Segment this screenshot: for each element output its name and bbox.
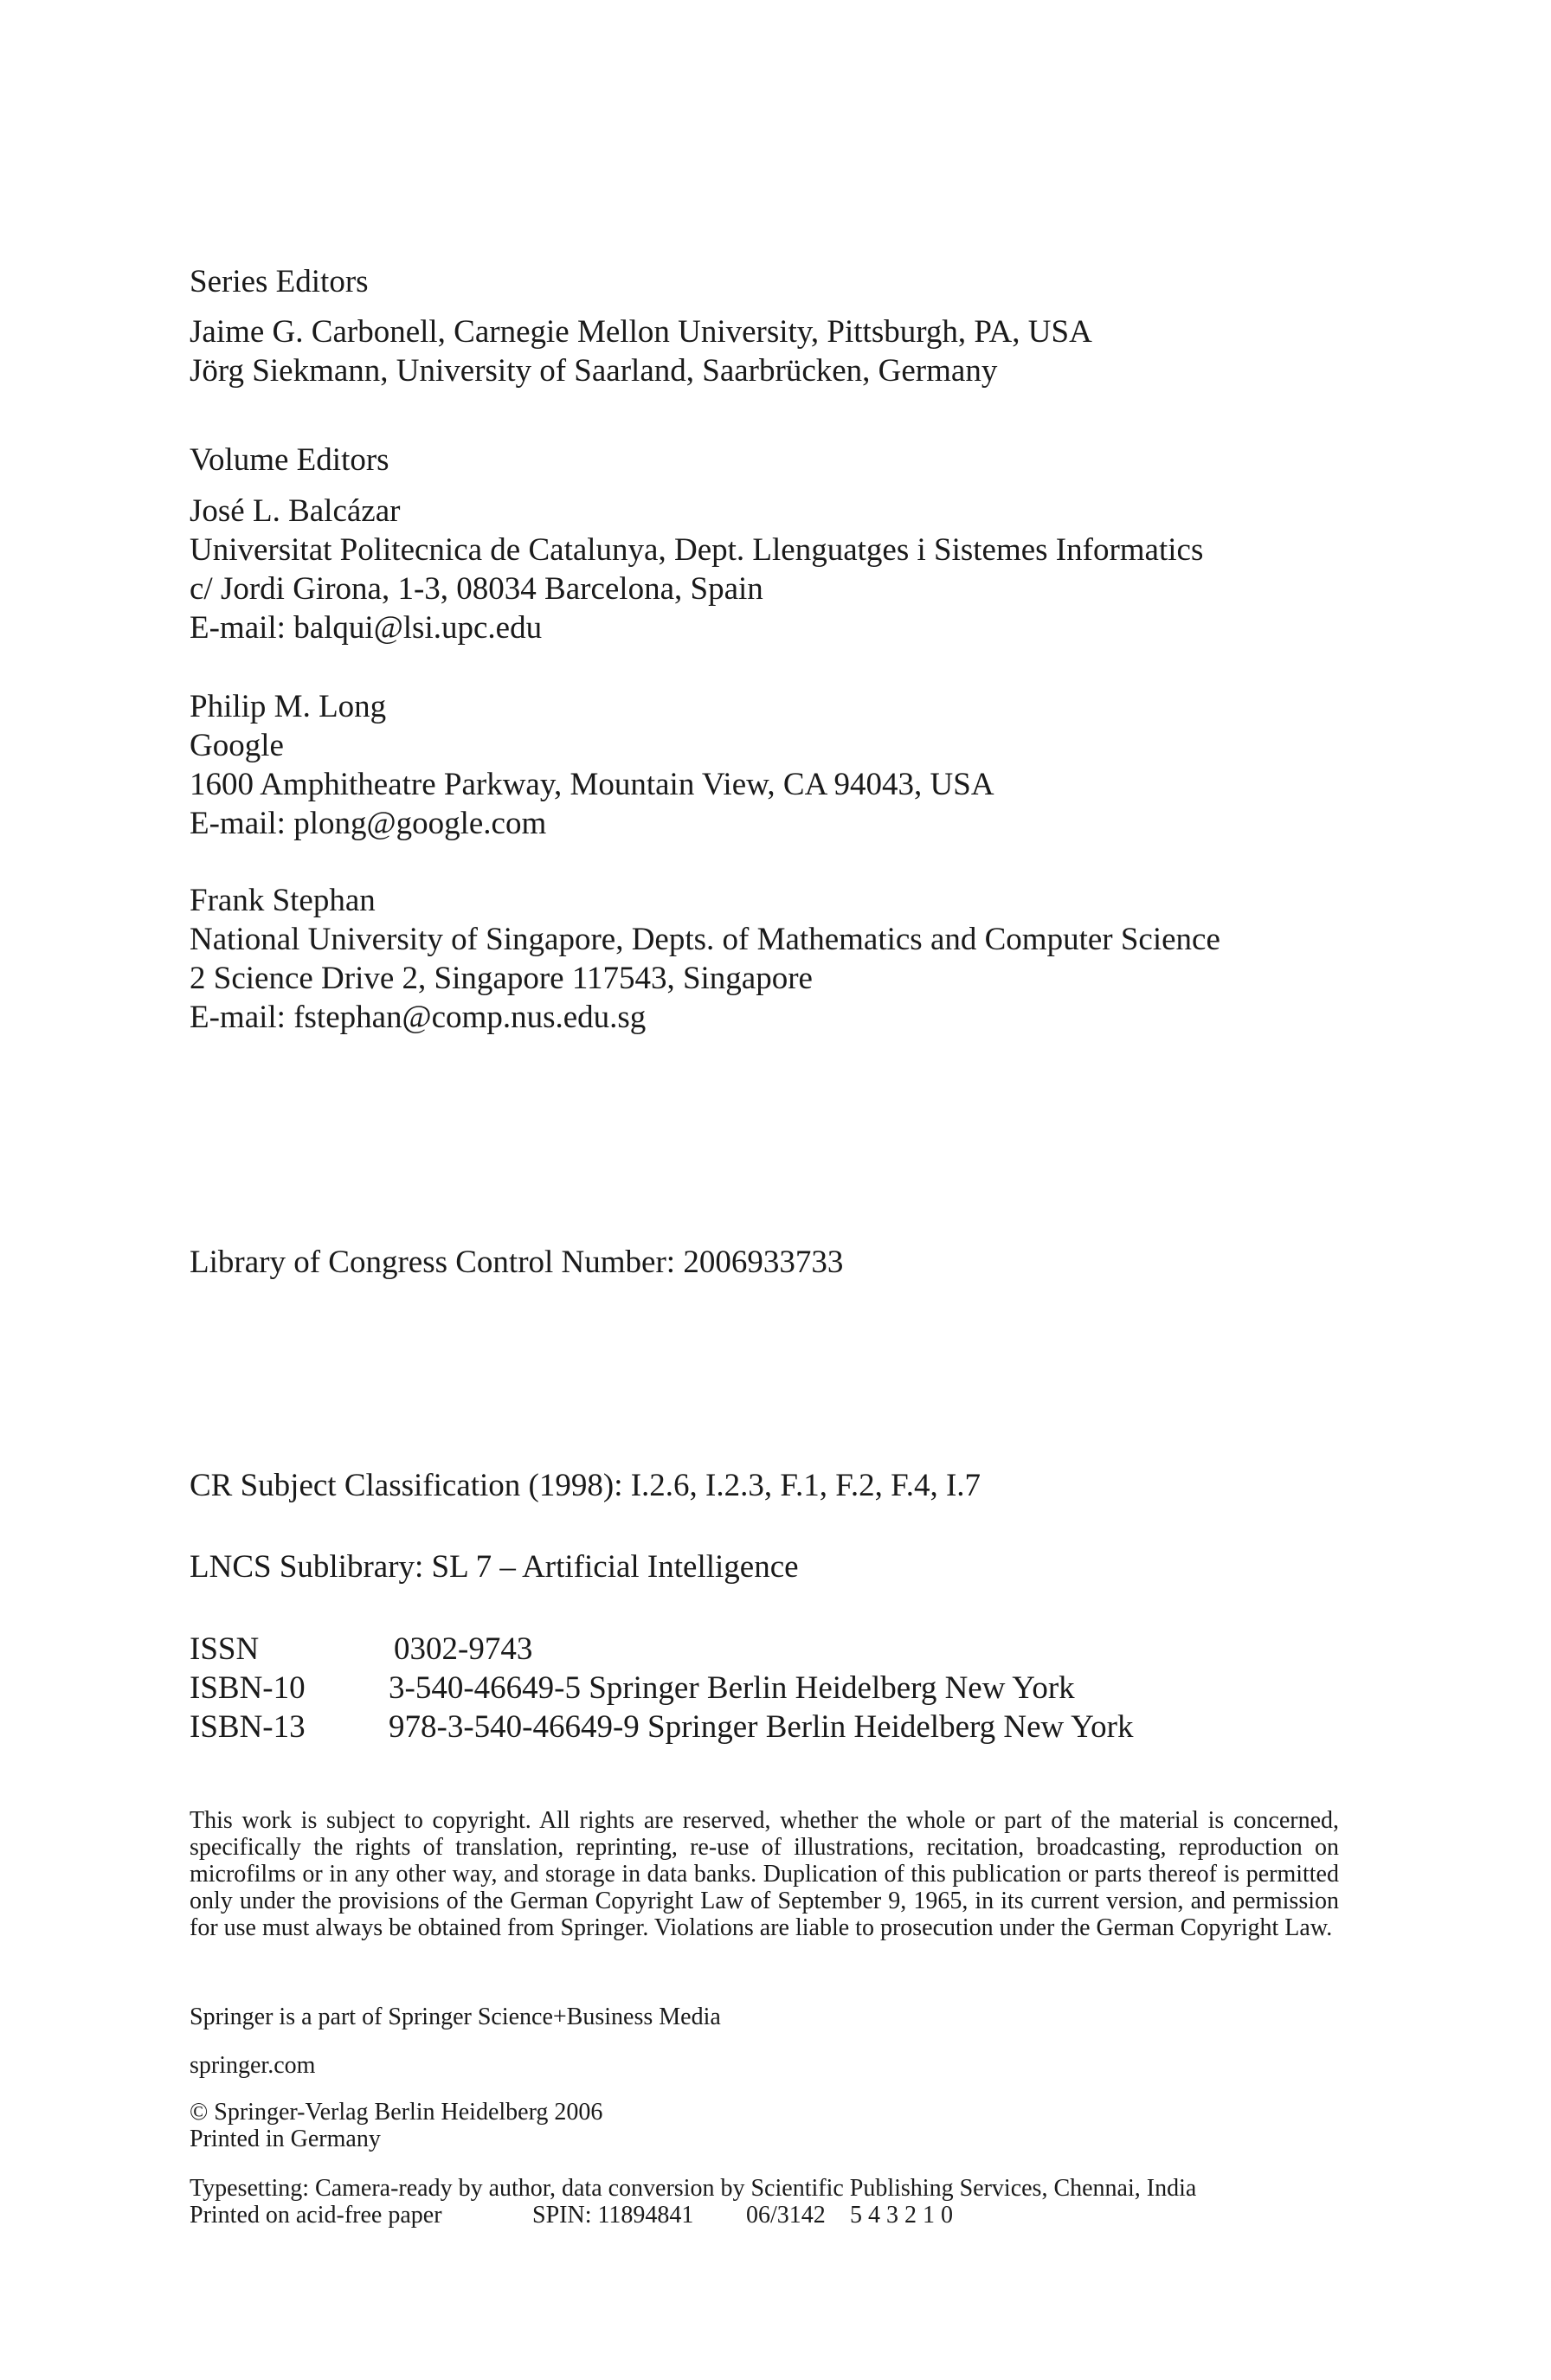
print-run: 5 4 3 2 1 0 xyxy=(850,2202,953,2229)
identifier-value: 0302-9743 xyxy=(394,1631,533,1667)
print-code: 06/3142 xyxy=(746,2202,826,2229)
editor-affiliation: National University of Singapore, Depts. of Mathematics and Computer Science xyxy=(190,922,1220,957)
identifier-value: 978-3-540-46649-9 Springer Berlin Heidelberg New York xyxy=(389,1709,1134,1745)
editor-name: Frank Stephan xyxy=(190,883,376,918)
editor-address: c/ Jordi Girona, 1-3, 08034 Barcelona, Spain xyxy=(190,571,763,607)
springer-part-line: Springer is a part of Springer Science+Business Media xyxy=(190,2004,721,2030)
volume-editor-stephan xyxy=(190,881,1220,1037)
loc-control-number-text: Library of Congress Control Number: 2006933733 xyxy=(190,1245,844,1280)
identifier-row-isbn10 xyxy=(190,1669,1133,1708)
series-editors-block xyxy=(190,262,369,301)
editor-email: E-mail: balqui@lsi.upc.edu xyxy=(190,610,543,646)
series-editor-line: Jaime G. Carbonell, Carnegie Mellon University, Pittsburgh, PA, USA xyxy=(190,314,1092,350)
printed-in-line: Printed in Germany xyxy=(190,2126,381,2152)
editor-name: José L. Balcázar xyxy=(190,493,401,529)
series-editor-line: Jörg Siekmann, University of Saarland, Saarbrücken, Germany xyxy=(190,353,998,389)
editor-name: Philip M. Long xyxy=(190,689,387,724)
editor-address: 2 Science Drive 2, Singapore 117543, Singapore xyxy=(190,961,813,996)
volume-editor-balcazar xyxy=(190,492,1203,647)
identifier-row-issn xyxy=(190,1630,1133,1669)
identifier-value: 3-540-46649-5 Springer Berlin Heidelberg New York xyxy=(389,1670,1075,1706)
printing-line xyxy=(190,2202,1339,2229)
loc-control-number xyxy=(190,1243,843,1282)
spin-number: SPIN: 11894841 xyxy=(532,2202,694,2229)
production-info xyxy=(190,2175,1339,2229)
copyright-line: © Springer-Verlag Berlin Heidelberg 2006 xyxy=(190,2099,603,2126)
volume-editor-long xyxy=(190,687,994,843)
springer-url: springer.com xyxy=(190,2052,316,2079)
copyright-notice: This work is subject to copyright. All rights are reserved, whether the whole or part of the material is concerned, specifically the rights of translation, reprinting, re-use of illustrations, recitation, broadcasting, reproduction on microfilms or in any other way, and storage in data banks. Duplication of this publication or parts thereof is permitted only under the provisions of the German Copyright Law of September 9, 1965, in its current version, and permission for use must always be obtained from Springer. Violations are liable to prosecution under the German Copyright Law. xyxy=(190,1807,1339,1941)
identifier-label: ISBN-13 xyxy=(190,1709,306,1745)
editor-affiliation: Universitat Politecnica de Catalunya, Dept. Llenguatges i Sistemes Informatics xyxy=(190,532,1204,568)
typesetting-line: Typesetting: Camera-ready by author, data conversion by Scientific Publishing Services, Chennai, India xyxy=(190,2175,1197,2202)
editor-email: E-mail: fstephan@comp.nus.edu.sg xyxy=(190,1000,647,1035)
editor-affiliation: Google xyxy=(190,728,284,763)
lncs-sublibrary-text: LNCS Sublibrary: SL 7 – Artificial Intelligence xyxy=(190,1549,799,1585)
volume-editors-heading-block xyxy=(190,441,389,479)
lncs-sublibrary xyxy=(190,1547,799,1586)
paper-note: Printed on acid-free paper xyxy=(190,2202,442,2229)
series-editors-list xyxy=(190,312,1092,390)
cr-classification-text: CR Subject Classification (1998): I.2.6, I.2.3, F.1, F.2, F.4, I.7 xyxy=(190,1468,981,1503)
copyright-imprint xyxy=(190,2099,1339,2152)
identifier-row-isbn13 xyxy=(190,1708,1133,1746)
editor-email: E-mail: plong@google.com xyxy=(190,806,547,841)
series-editors-heading: Series Editors xyxy=(190,264,369,299)
editor-address: 1600 Amphitheatre Parkway, Mountain View, CA 94043, USA xyxy=(190,767,994,802)
identifier-label: ISBN-10 xyxy=(190,1670,306,1706)
volume-editors-heading: Volume Editors xyxy=(190,442,389,478)
identifier-label: ISSN xyxy=(190,1631,260,1667)
identifiers-table xyxy=(190,1630,1133,1746)
cr-classification xyxy=(190,1466,981,1505)
